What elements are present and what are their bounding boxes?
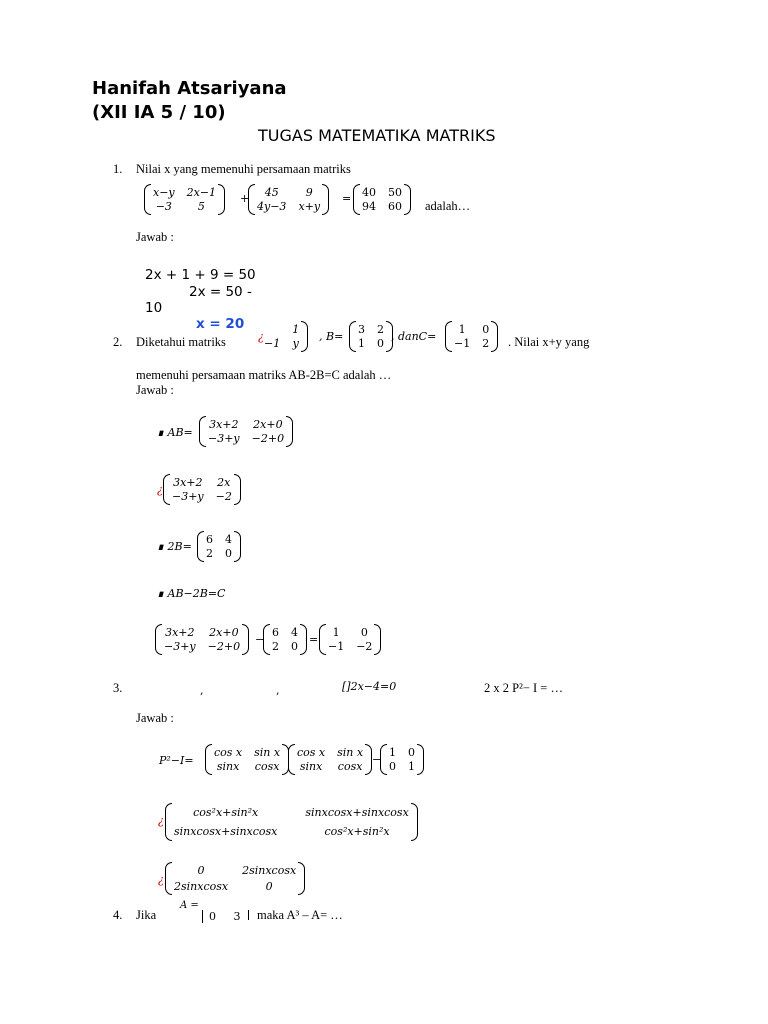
q3-fragment-2: ,: [276, 684, 280, 697]
q1-jawab-label: Jawab :: [136, 230, 174, 244]
q2-step3-label: ∎ 2B=: [157, 540, 192, 553]
q4-text: Jika: [136, 908, 157, 922]
q2-step3-matrix: 6 4 2 0: [197, 531, 241, 562]
q2-step1-matrix: 3x+2 2x+0 −3+y −2+0: [199, 416, 293, 447]
q1-matrix-2: 45 9 4y−3 x+y: [248, 184, 329, 215]
q2-step5-matrix-2: 6 4 2 0: [263, 624, 307, 655]
q2-matrix-b: 3 2 1 0: [349, 321, 393, 352]
q2-step5-equals: =: [309, 633, 319, 646]
q3-matrix-2: cos x sin x sinx cosx: [288, 744, 372, 775]
q1-equals: =: [342, 192, 352, 205]
q3-result1-matrix: cos²x+sin²x sinxcosx+sinxcosx sinxcosx+sinxcosx cos²x+sin²x: [165, 803, 418, 841]
q2-step5-minus: −: [255, 633, 265, 646]
q1-tail: adalah…: [425, 199, 471, 213]
q3-fragment-4: 2 x 2 P²− I = …: [484, 681, 563, 695]
q2-step4: ∎ AB−2B=C: [157, 587, 226, 600]
q2-matrix-a: 1 −1 y: [262, 321, 308, 352]
q1-work-line-3: 10: [145, 300, 163, 316]
q3-result2-label: ¿: [158, 873, 164, 886]
q2-step5-matrix-3: 1 0 −1 −2: [319, 624, 381, 655]
q2-glyph: ¿: [258, 330, 264, 343]
q2-matrix-c: 1 0 −1 2: [445, 321, 498, 352]
author-name: Hanifah Atsariyana: [92, 78, 287, 99]
q3-result1-label: ¿: [158, 814, 164, 827]
q1-matrix-3: 40 50 94 60: [353, 184, 411, 215]
q3-matrix-identity: 1 0 0 1: [380, 744, 424, 775]
q2-c-label: , danC=: [391, 330, 437, 343]
q1-work-line-2: 2x = 50 -: [189, 284, 252, 300]
q2-step2-label: ¿: [157, 483, 163, 496]
q1-plus: +: [240, 192, 250, 205]
document-title: TUGAS MATEMATIKA MATRIKS: [258, 126, 496, 145]
q1-work-line-1: 2x + 1 + 9 = 50: [145, 267, 256, 283]
class-info: (XII IA 5 / 10): [92, 102, 226, 123]
q4-a-label: A =: [180, 900, 199, 911]
q3-fragment-3: []2x−4=0: [342, 680, 397, 693]
q3-matrix-1: cos x sin x sinx cosx: [205, 744, 289, 775]
q2-step2-matrix: 3x+2 2x −3+y −2: [163, 474, 241, 505]
q3-lhs: P²−I=: [159, 754, 194, 767]
q2-step1-label: ∎ AB=: [157, 426, 193, 439]
q2-number: 2.: [113, 335, 123, 349]
q4-tail: maka A³ – A= …: [257, 908, 343, 922]
q3-result2-matrix: 0 2sinxcosx 2sinxcosx 0: [165, 862, 305, 895]
q1-matrix-1: x−y 2x−1 −3 5: [144, 184, 225, 215]
q3-jawab-label: Jawab :: [136, 711, 174, 725]
q1-answer: x = 20: [196, 316, 245, 332]
q4-matrix-fragment: 0 3: [202, 910, 249, 923]
q2-tail-1: . Nilai x+y yang: [508, 335, 590, 349]
q3-minus: −: [372, 753, 382, 766]
q2-tail-2: memenuhi persamaan matriks AB-2B=C adalah …: [136, 368, 392, 382]
q2-text: Diketahui matriks: [136, 335, 226, 349]
q2-b-label: , B=: [319, 330, 344, 343]
q1-number: 1.: [113, 162, 123, 176]
q3-fragment-1: ,: [200, 684, 204, 697]
q1-text: Nilai x yang memenuhi persamaan matriks: [136, 162, 351, 176]
q2-step5-matrix-1: 3x+2 2x+0 −3+y −2+0: [155, 624, 249, 655]
q2-jawab-label: Jawab :: [136, 383, 174, 397]
q4-number: 4.: [113, 908, 123, 922]
q3-number: 3.: [113, 681, 123, 695]
